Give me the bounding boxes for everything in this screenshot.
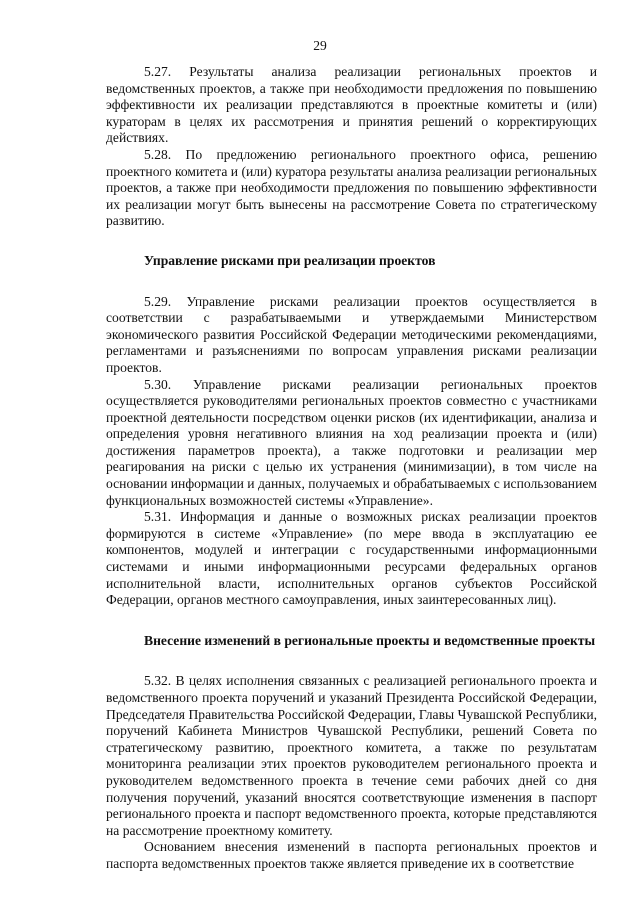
paragraph-5-27: 5.27. Результаты анализа реализации региональных проектов и ведомственных проектов, а также при необходимости предложения по повышению эффективности их реализации представляются в проектные комитеты и (или) кураторам в целях их рассмотрения и принятия решений о корректирующих действиях.: [106, 64, 597, 146]
paragraph-change-basis: Основанием внесения изменений в паспорта региональных проектов и паспорта ведомственных проектов также является приведение их в соответствие: [106, 839, 597, 871]
paragraph-5-29: 5.29. Управление рисками реализации проектов осуществляется в соответствии с разрабатываемыми и утверждаемыми Министерством экономического развития Российской Федерации методическими рекомендациями, регламентами и разъяснениями по вопросам управления рисками реализации проектов.: [106, 293, 597, 375]
paragraph-5-32: 5.32. В целях исполнения связанных с реализацией регионального проекта и ведомственного проекта поручений и указаний Президента Российской Федерации, Председателя Правительства Российской Федерации, Главы Чувашской Республики, поручений Кабинета Министров Чувашской Республики, решений Совета по стратегическому развитию, проектного комитета, а также по результатам мониторинга реализации этих проектов руководителем регионального проекта и руководителем ведомственного проекта в течение семи рабочих дней со дня получения поручений, указаний вносятся соответствующие изменения в паспорт регионального проекта и паспорт ведомственного проекта, которые представляются на рассмотрение проектному комитету.: [106, 673, 597, 838]
section-heading-project-changes: Внесение изменений в региональные проекты и ведомственные проекты: [144, 632, 596, 648]
paragraph-5-30: 5.30. Управление рисками реализации региональных проектов осуществляется руководителями региональных проектов совместно с участниками проектной деятельности посредством оценки рисков (их идентификации, анализа и определения уровня негативного влияния на ход реализации проекта и (или) достижения параметров проекта), а также подготовки и реализации мер реагирования на риски с целью их устранения (минимизации), в том числе на основании информации и данных, получаемых и обрабатываемых с использованием функциональных возможностей системы «Управление».: [106, 376, 597, 508]
paragraph-5-31: 5.31. Информация и данные о возможных рисках реализации проектов формируются в системе «Управление» (по мере ввода в эксплуатацию ее компонентов, модулей и интеграции с государственными информационными системами и иными информационными ресурсами федеральных органов исполнительной власти, исполнительных органов субъектов Российской Федерации, органов местного самоуправления, иных заинтересованных лиц).: [106, 509, 597, 608]
section-heading-risk-management: Управление рисками при реализации проектов: [144, 252, 436, 268]
page-number: 29: [313, 38, 327, 53]
paragraph-5-28: 5.28. По предложению регионального проектного офиса, решению проектного комитета и (или) куратора результаты анализа реализации региональных проектов, а также при необходимости предложения по повышению эффективности их реализации могут быть вынесены на рассмотрение Совета по стратегическому развитию.: [106, 146, 597, 229]
document-body: [106, 64, 597, 873]
